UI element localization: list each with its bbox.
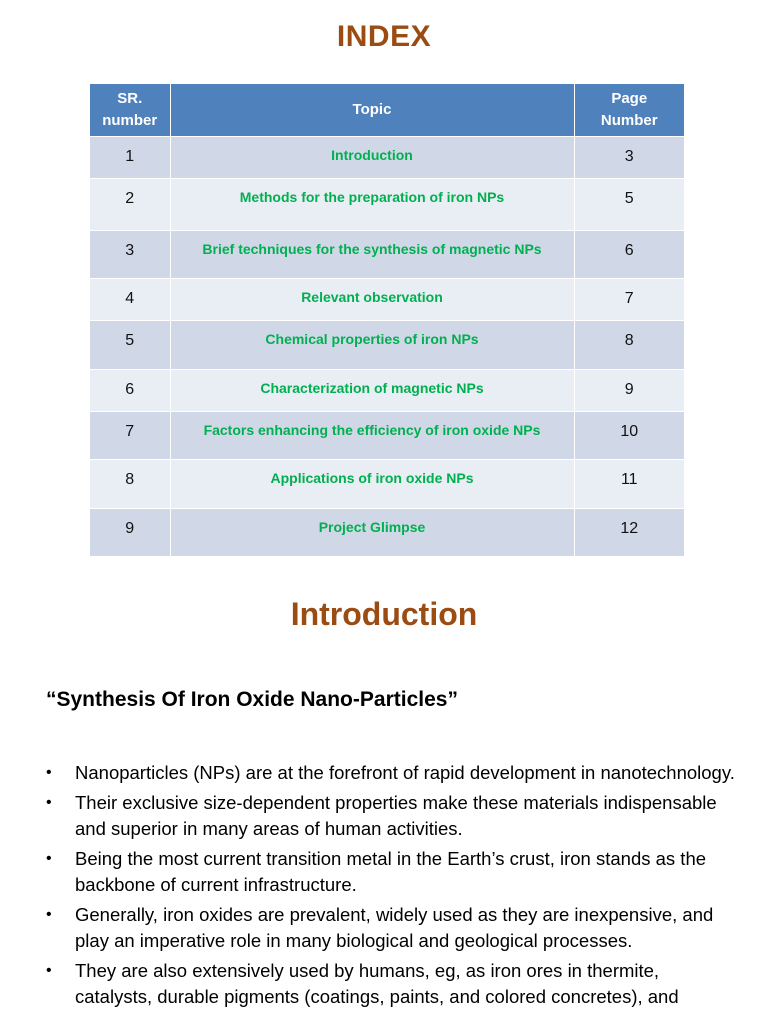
page-cell: 10: [574, 412, 684, 460]
table-row: [90, 279, 684, 321]
sr-cell: 6: [90, 370, 170, 412]
list-item: [46, 790, 736, 842]
topic-cell: Factors enhancing the efficiency of iron oxide NPs: [170, 412, 574, 460]
header-page-number: [574, 84, 684, 137]
bullet-icon: •: [46, 962, 52, 979]
table-row: [90, 321, 684, 370]
sr-cell: 4: [90, 279, 170, 321]
page-cell: 12: [574, 509, 684, 556]
table-row: [90, 460, 684, 509]
bullet-icon: •: [46, 764, 52, 781]
sr-cell: 7: [90, 412, 170, 460]
table-row: [90, 231, 684, 279]
header-page-line1: Page: [611, 90, 648, 107]
sr-cell: 1: [90, 137, 170, 179]
page-cell: 6: [574, 231, 684, 279]
header-sr-line2: number: [102, 112, 158, 129]
topic-cell: Brief techniques for the synthesis of magnetic NPs: [170, 231, 574, 279]
topic-cell: Introduction: [170, 137, 574, 179]
topic-cell: Methods for the preparation of iron NPs: [170, 179, 574, 231]
page-cell: 5: [574, 179, 684, 231]
table-row: [90, 179, 684, 231]
table-header-row: [90, 84, 684, 137]
bullet-text: Their exclusive size-dependent properties make these materials indispensable and superior in many areas of human activities.: [75, 792, 717, 839]
sr-cell: 2: [90, 179, 170, 231]
introduction-bullet-list: [46, 760, 736, 1014]
header-sr-number: [90, 84, 170, 137]
bullet-icon: •: [46, 906, 52, 923]
sr-cell: 9: [90, 509, 170, 556]
list-item: [46, 958, 736, 1010]
bullet-text: Generally, iron oxides are prevalent, widely used as they are inexpensive, and play an imperative role in many biological and geological processes.: [75, 904, 714, 951]
header-sr-line1: SR.: [117, 90, 143, 107]
page-cell: 8: [574, 321, 684, 370]
bullet-icon: •: [46, 850, 52, 867]
bullet-text: Nanoparticles (NPs) are at the forefront of rapid development in nanotechnology.: [75, 762, 735, 783]
bullet-icon: •: [46, 794, 52, 811]
sr-cell: 8: [90, 460, 170, 509]
topic-cell: Characterization of magnetic NPs: [170, 370, 574, 412]
page-cell: 11: [574, 460, 684, 509]
list-item: [46, 902, 736, 954]
index-table: [90, 84, 684, 556]
index-title: INDEX: [336, 20, 432, 53]
table-row: [90, 412, 684, 460]
table-row: [90, 370, 684, 412]
introduction-heading: Introduction: [290, 596, 478, 632]
bullet-text: They are also extensively used by humans, eg, as iron ores in thermite, catalysts, durable pigments (coatings, paints, and colored concretes), and: [75, 960, 679, 1007]
table-row: [90, 137, 684, 179]
topic-cell: Chemical properties of iron NPs: [170, 321, 574, 370]
header-topic: Topic: [170, 84, 574, 137]
list-item: [46, 760, 736, 786]
page-cell: 7: [574, 279, 684, 321]
page-cell: 9: [574, 370, 684, 412]
list-item: [46, 846, 736, 898]
header-page-line2: Number: [600, 112, 658, 129]
bullet-text: Being the most current transition metal in the Earth’s crust, iron stands as the backbone of current infrastructure.: [75, 848, 707, 895]
topic-cell: Applications of iron oxide NPs: [170, 460, 574, 509]
sr-cell: 3: [90, 231, 170, 279]
table-row: [90, 509, 684, 556]
topic-cell: Project Glimpse: [170, 509, 574, 556]
topic-cell: Relevant observation: [170, 279, 574, 321]
page-cell: 3: [574, 137, 684, 179]
document-subtitle: “Synthesis Of Iron Oxide Nano-Particles”: [46, 688, 458, 711]
sr-cell: 5: [90, 321, 170, 370]
